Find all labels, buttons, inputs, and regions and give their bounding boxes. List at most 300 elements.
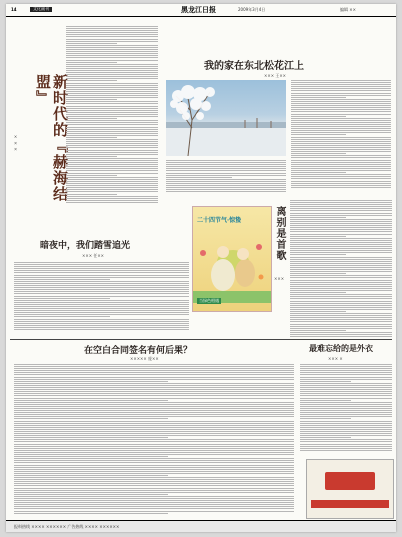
text-line [300,410,392,411]
text-line [66,57,158,58]
poster-caption-1: 二十四节气·惊蛰 [197,217,242,224]
text-line [290,315,392,316]
text-line [291,166,391,167]
text-line [291,143,391,144]
text-line [291,172,346,173]
text-line [66,160,158,161]
text-line [290,210,392,211]
text-line [14,262,189,263]
text-line [166,173,286,174]
text-line [300,364,392,365]
text-line [66,32,158,33]
text-line [290,244,392,245]
article-6-title: 最难忘给的是外衣 [309,343,373,353]
text-line [14,393,294,394]
article-2-title: 我的家在东北松花江上 [204,61,304,72]
text-line [290,288,392,289]
text-line [14,398,294,399]
text-line [14,304,189,305]
text-line [291,137,391,138]
text-line [66,72,158,73]
text-line [14,429,294,430]
text-line [300,389,392,390]
text-line [66,76,158,77]
text-line [14,494,168,495]
text-line [291,130,391,131]
editor-label: 编辑 ×× [340,7,356,12]
text-line [66,183,158,184]
text-line [66,147,158,148]
text-line [14,404,294,405]
text-line [290,231,392,232]
article-1-byline: × × × [13,134,18,152]
text-line [66,95,158,96]
article-3-text [14,262,189,332]
text-line [291,90,391,91]
text-line [66,36,158,37]
text-line [290,200,392,201]
text-line [290,309,392,310]
text-line [291,185,391,186]
text-line [290,275,392,276]
text-line [14,425,294,426]
text-line [291,178,391,179]
text-line [291,170,391,171]
text-line [290,229,392,230]
article-3-byline: ××× 任×× [82,253,105,258]
text-line [14,414,294,415]
text-line [291,183,391,184]
text-line [300,425,392,426]
text-line [290,324,392,325]
text-line [14,364,294,365]
text-line [14,504,294,505]
text-line [14,281,189,282]
text-line [290,286,392,287]
text-line [66,85,158,86]
text-line [166,170,286,171]
text-line [14,314,189,315]
snowy-tree-photo [166,80,286,156]
article-5-byline: ××××× 庞×× [130,356,159,361]
text-line [14,277,189,278]
text-line [290,328,392,329]
page-number: 14 [11,7,17,12]
text-line [291,114,391,115]
text-line [300,377,392,378]
text-line [66,133,158,134]
text-line [14,285,189,286]
text-line [66,187,158,188]
text-line [66,120,158,121]
text-line [300,418,351,419]
text-line [14,370,294,371]
text-line [290,223,392,224]
text-line [291,111,391,112]
text-line [66,179,158,180]
text-line [290,303,392,304]
text-line [166,181,286,182]
text-line [291,88,391,89]
text-line [14,264,189,265]
text-line [14,387,294,388]
text-line [300,398,392,399]
text-line [66,74,158,75]
text-line [14,293,189,294]
text-line [14,473,294,474]
text-line [14,441,294,442]
poster-caption-2: 当绿色相遇 [199,298,219,303]
text-line [66,152,158,153]
text-line [290,215,392,216]
text-line [290,227,392,228]
text-line [291,86,391,87]
poster-illustration [192,206,272,312]
text-line [300,439,392,440]
text-line [300,383,392,384]
text-line [14,483,294,484]
article-4-byline: ××× [274,276,285,281]
ad-logo-bar [311,500,389,508]
text-line [66,66,158,67]
text-line [291,84,391,85]
text-line [14,456,168,457]
text-line [166,183,286,184]
text-line [66,103,158,104]
text-line [66,137,117,138]
text-line [14,268,189,269]
text-line [291,105,391,106]
text-line [66,93,158,94]
newspaper-page [6,4,396,532]
text-line [290,296,392,297]
text-line [166,168,286,169]
text-line [14,325,189,326]
text-line [290,336,392,337]
text-line [290,259,392,260]
text-line [66,49,158,50]
text-line [291,124,391,125]
text-line [291,118,391,119]
text-line [14,329,189,330]
text-line [300,421,392,422]
text-line [14,406,294,407]
text-line [290,261,392,262]
text-line [290,317,392,318]
text-line [291,101,391,102]
text-line [66,196,158,197]
text-line [291,93,391,94]
text-line [290,298,392,299]
text-line [290,332,392,333]
text-line [14,465,294,466]
text-line [291,174,391,175]
text-line [300,385,392,386]
text-line [66,41,158,42]
text-line [290,330,346,331]
text-line [66,26,158,27]
text-line [14,300,189,301]
text-line [166,185,286,186]
text-line [291,164,391,165]
text-line [290,290,392,291]
text-line [14,391,294,392]
text-line [14,366,294,367]
text-line [66,122,158,123]
text-line [300,393,392,394]
text-line [66,150,158,151]
section-label: 文化副刊 [30,7,52,12]
text-line [290,321,392,322]
issue-date: 2009年3月4日 [238,7,266,12]
text-line [300,400,351,401]
text-line [66,143,158,144]
text-line [66,131,158,132]
text-line [66,116,158,117]
text-line [291,147,391,148]
text-line [14,431,294,432]
text-line [14,444,294,445]
text-line [300,441,392,442]
text-line [166,162,286,163]
text-line [66,97,158,98]
article-4-text [290,200,392,340]
text-line [14,450,294,451]
text-line [14,492,294,493]
text-line [14,400,168,401]
text-line [166,177,232,178]
text-line [14,469,294,470]
text-line [290,269,392,270]
text-line [66,166,158,167]
article-6-byline: ××× × [328,356,343,361]
text-line [14,374,294,375]
text-line [14,462,294,463]
text-line [300,446,392,447]
text-line [300,435,392,436]
text-line [66,198,158,199]
text-line [300,414,392,415]
text-line [14,385,294,386]
text-line [14,283,189,284]
text-line [14,423,294,424]
text-line [14,435,294,436]
text-line [66,139,158,140]
text-line [291,120,391,121]
text-line [291,97,346,98]
text-line [300,429,392,430]
text-line [66,101,158,102]
text-line [290,305,392,306]
masthead [6,4,396,17]
text-line [14,312,189,313]
text-line [166,191,286,192]
text-line [291,82,391,83]
text-line [290,242,392,243]
text-line [14,379,294,380]
text-line [66,80,117,81]
text-line [14,310,189,311]
text-line [166,189,286,190]
text-line [14,279,110,280]
text-line [291,153,346,154]
text-line [14,467,294,468]
text-line [290,238,392,239]
text-line [291,160,391,161]
text-line [66,124,158,125]
text-line [300,391,392,392]
text-line [14,488,294,489]
text-line [66,177,158,178]
text-line [291,126,391,127]
text-line [290,208,392,209]
article-6-text [300,364,392,454]
text-line [14,402,294,403]
article-2-text-right [291,80,391,190]
article-4-title: 离别是首歌 [274,206,285,261]
text-line [300,437,351,438]
text-line [291,122,391,123]
text-line [290,284,392,285]
text-line [291,139,391,140]
text-line [291,116,346,117]
text-line [14,372,294,373]
text-line [14,275,189,276]
text-line [66,156,117,157]
text-line [290,273,346,274]
text-line [300,423,392,424]
text-line [300,372,392,373]
text-line [290,246,392,247]
text-line [66,43,117,44]
text-line [14,500,294,501]
text-line [66,189,158,190]
text-line [166,166,286,167]
text-line [66,106,158,107]
text-line [66,181,158,182]
text-line [66,53,158,54]
text-line [290,250,392,251]
text-line [290,254,346,255]
text-line [300,395,392,396]
text-line [66,108,158,109]
text-line [14,485,294,486]
text-line [300,374,392,375]
text-line [14,287,189,288]
text-line [66,47,158,48]
text-line [14,437,168,438]
text-line [14,408,294,409]
text-line [66,51,158,52]
text-line [14,298,110,299]
text-line [14,319,189,320]
text-line [291,176,391,177]
text-line [14,321,189,322]
text-line [300,404,392,405]
text-line [290,240,392,241]
text-line [291,181,391,182]
text-line [291,107,391,108]
text-line [290,294,392,295]
text-line [290,301,392,302]
text-line [291,162,391,163]
text-line [290,217,346,218]
text-line [14,272,189,273]
text-line [14,433,294,434]
text-line [14,395,294,396]
text-line [66,200,158,201]
text-line [14,471,294,472]
footer-text: 报料热线 ×××× ×××××× 广告热线 ×××× ×××××× [14,524,120,529]
text-line [14,508,294,509]
text-line [14,481,294,482]
text-line [14,511,294,512]
text-line [290,213,392,214]
text-line [14,427,294,428]
text-line [300,370,392,371]
text-line [66,191,158,192]
text-line [14,458,294,459]
text-line [14,306,189,307]
text-line [14,289,189,290]
section-divider [10,339,392,340]
text-line [291,109,391,110]
text-line [66,135,158,136]
text-line [66,194,117,195]
text-line [14,454,294,455]
text-line [300,412,392,413]
text-line [290,277,392,278]
ad-block [306,459,394,519]
text-line [66,185,158,186]
text-line [66,39,158,40]
text-line [14,302,189,303]
text-line [14,479,294,480]
text-line [290,204,392,205]
text-line [14,418,168,419]
text-line [166,175,286,176]
text-line [66,78,158,79]
text-line [14,368,294,369]
text-line [291,157,391,158]
text-line [66,127,158,128]
text-line [300,366,392,367]
article-5-title: 在空白合同签名有何后果？ [84,346,193,356]
text-line [290,267,392,268]
text-line [66,145,158,146]
text-line [66,154,158,155]
text-line [166,187,286,188]
text-line [166,164,286,165]
text-line [300,450,392,451]
text-line [14,377,294,378]
text-line [300,381,351,382]
text-line [66,114,158,115]
text-line [66,99,117,100]
text-line [14,291,189,292]
text-line [66,168,158,169]
text-line [14,498,294,499]
text-line [66,112,158,113]
article-3-title: 暗夜中，我们踏雪追光 [40,241,131,251]
article-1-text [66,26,158,206]
text-line [300,444,392,445]
text-line [290,280,392,281]
text-line [66,164,158,165]
text-line [291,99,391,100]
text-line [14,421,294,422]
text-line [66,30,158,31]
